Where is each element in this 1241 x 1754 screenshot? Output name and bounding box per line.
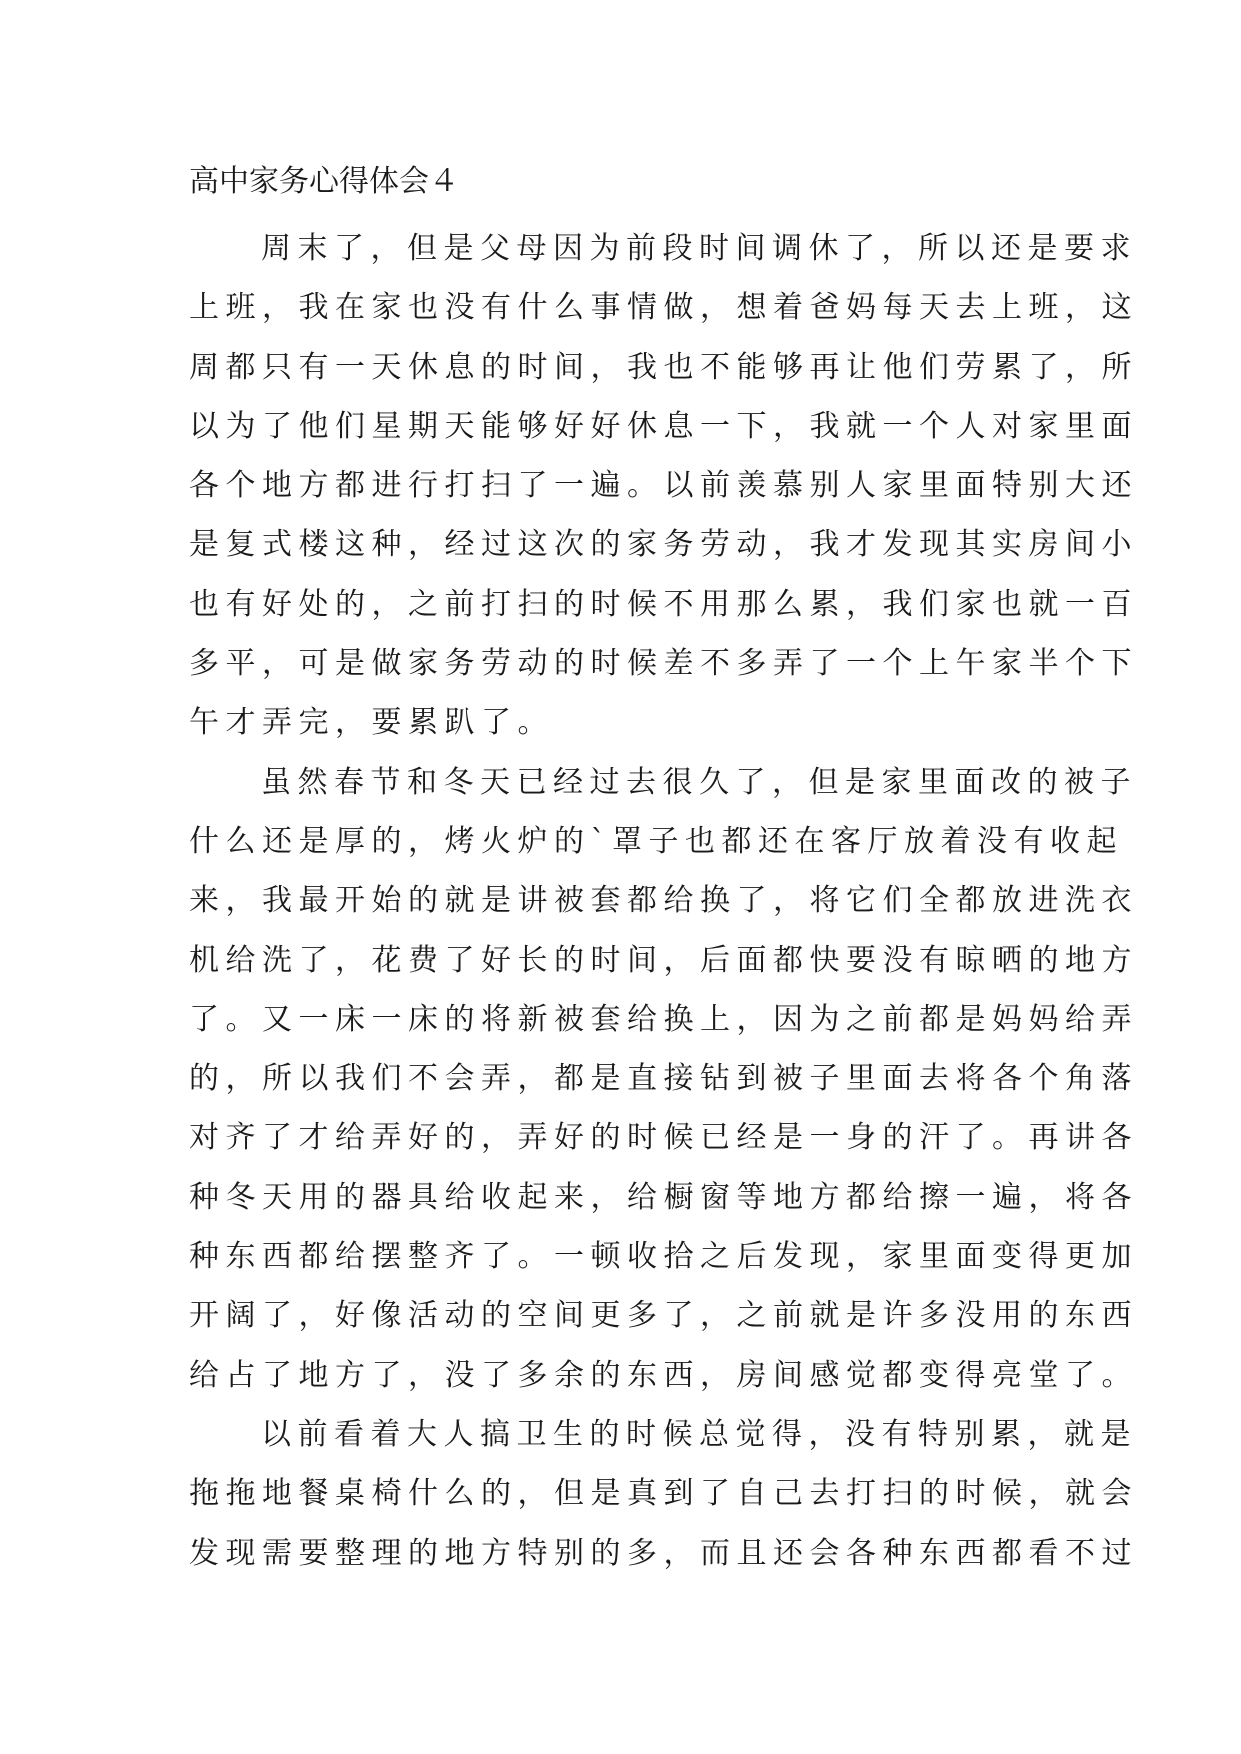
- text-line: 对齐了才给弄好的，弄好的时候已经是一身的汗了。再讲各: [189, 1120, 1138, 1156]
- text-line: 各个地方都进行打扫了一遍。以前羡慕别人家里面特别大还: [189, 468, 1138, 504]
- text-line: 拖拖地餐桌椅什么的，但是真到了自己去打扫的时候，就会: [189, 1476, 1138, 1512]
- text-line: 给占了地方了，没了多余的东西，房间感觉都变得亮堂了。: [189, 1357, 1138, 1393]
- text-line: 种冬天用的器具给收起来，给橱窗等地方都给擦一遍，将各: [189, 1179, 1138, 1215]
- text-line: 种东西都给摆整齐了。一顿收拾之后发现，家里面变得更加: [189, 1239, 1138, 1275]
- text-line: 的，所以我们不会弄，都是直接钻到被子里面去将各个角落: [189, 1061, 1138, 1097]
- text-line: 发现需要整理的地方特别的多，而且还会各种东西都看不过: [189, 1535, 1138, 1571]
- text-line: 来，我最开始的就是讲被套都给换了，将它们全都放进洗衣: [189, 883, 1138, 919]
- text-line: 上班，我在家也没有什么事情做，想着爸妈每天去上班，这: [189, 290, 1138, 326]
- text-line: 什么还是厚的，烤火炉的`罩子也都还在客厅放着没有收起: [189, 823, 1123, 859]
- text-line: 虽然春节和冬天已经过去很久了，但是家里面改的被子: [261, 764, 1137, 800]
- text-line: 午才弄完，要累趴了。: [189, 705, 554, 741]
- text-line: 周末了，但是父母因为前段时间调休了，所以还是要求: [261, 231, 1137, 266]
- text-line: 周都只有一天休息的时间，我也不能够再让他们劳累了，所: [189, 349, 1138, 385]
- text-line: 多平，可是做家务劳动的时候差不多弄了一个上午家半个下: [189, 646, 1138, 682]
- text-line: 了。又一床一床的将新被套给换上，因为之前都是妈妈给弄: [189, 1001, 1138, 1037]
- document-body: [189, 219, 1138, 1583]
- text-line: 是复式楼这种，经过这次的家务劳动，我才发现其实房间小: [189, 527, 1138, 563]
- text-line: 以前看着大人搞卫生的时候总觉得，没有特别累，就是: [261, 1416, 1137, 1452]
- text-line: 机给洗了，花费了好长的时间，后面都快要没有晾晒的地方: [189, 942, 1138, 978]
- text-line: 开阔了，好像活动的空间更多了，之前就是许多没用的东西: [189, 1298, 1138, 1334]
- document-title: 高中家务心得体会４: [189, 164, 459, 199]
- text-line: 以为了他们星期天能够好好休息一下，我就一个人对家里面: [189, 408, 1138, 444]
- text-line: 也有好处的，之前打扫的时候不用那么累，我们家也就一百: [189, 586, 1138, 622]
